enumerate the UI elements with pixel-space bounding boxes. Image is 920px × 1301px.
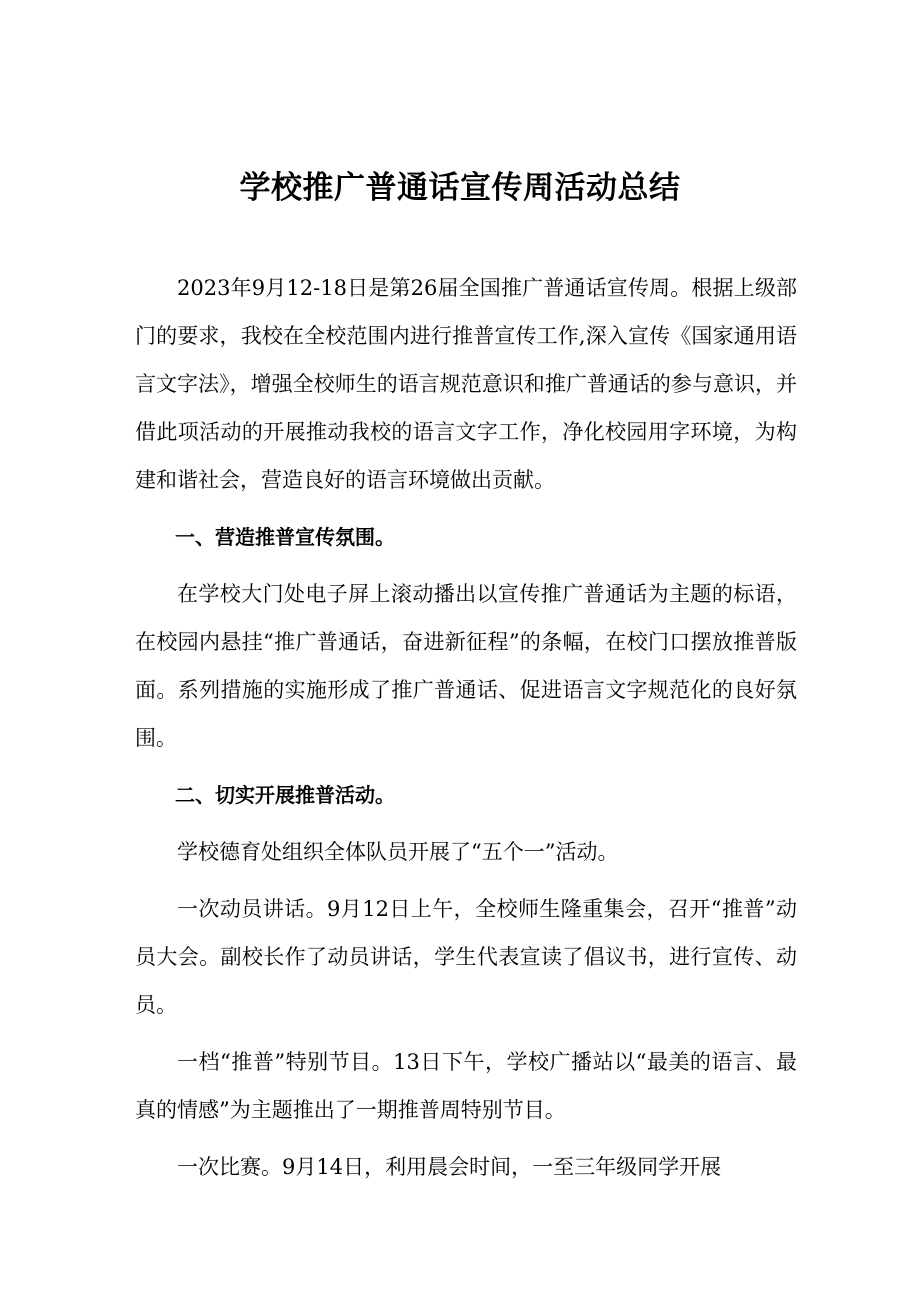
paragraph-atmosphere: 在学校大门处电子屏上滚动播出以宣传推广普通话为主题的标语，在校园内悬挂“推广普通话，奋进新征程”的条幅，在校门口摆放推普版面。系列措施的实施形成了推广普通话、促进语言文字规范化的良好氛围。: [135, 582, 797, 750]
section-heading-2: 二、切实开展推普活动。: [175, 783, 395, 807]
paragraph-competition: 一次比赛。9月14日，利用晨会时间，一至三年级同学开展: [177, 1155, 722, 1179]
section-heading-1: 一、营造推普宣传氛围。: [175, 525, 395, 549]
paragraph-special-program: 一档“推普”特别节目。13日下午，学校广播站以“最美的语言、最真的情感”为主题推出了一期推普周特别节目。: [135, 1050, 797, 1122]
paragraph-mobilization: 一次动员讲话。9月12日上午，全校师生隆重集会，召开“推普”动员大会。副校长作了动员讲话，学生代表宣读了倡议书，进行宣传、动员。: [135, 897, 797, 1017]
paragraph-intro: 2023年9月12-18日是第26届全国推广普通话宣传周。根据上级部门的要求，我校在全校范围内进行推普宣传工作,深入宣传《国家通用语言文字法》，增强全校师生的语言规范意识和推广普通话的参与意识，并借此项活动的开展推动我校的语言文字工作，净化校园用字环境，为构建和谐社会，营造良好的语言环境做出贡献。: [135, 276, 797, 492]
paragraph-five-activities: 学校德育处组织全体队员开展了“五个一”活动。: [177, 840, 619, 864]
document-body: [135, 264, 797, 1191]
document-title: 学校推广普通话宣传周活动总结: [239, 170, 681, 206]
